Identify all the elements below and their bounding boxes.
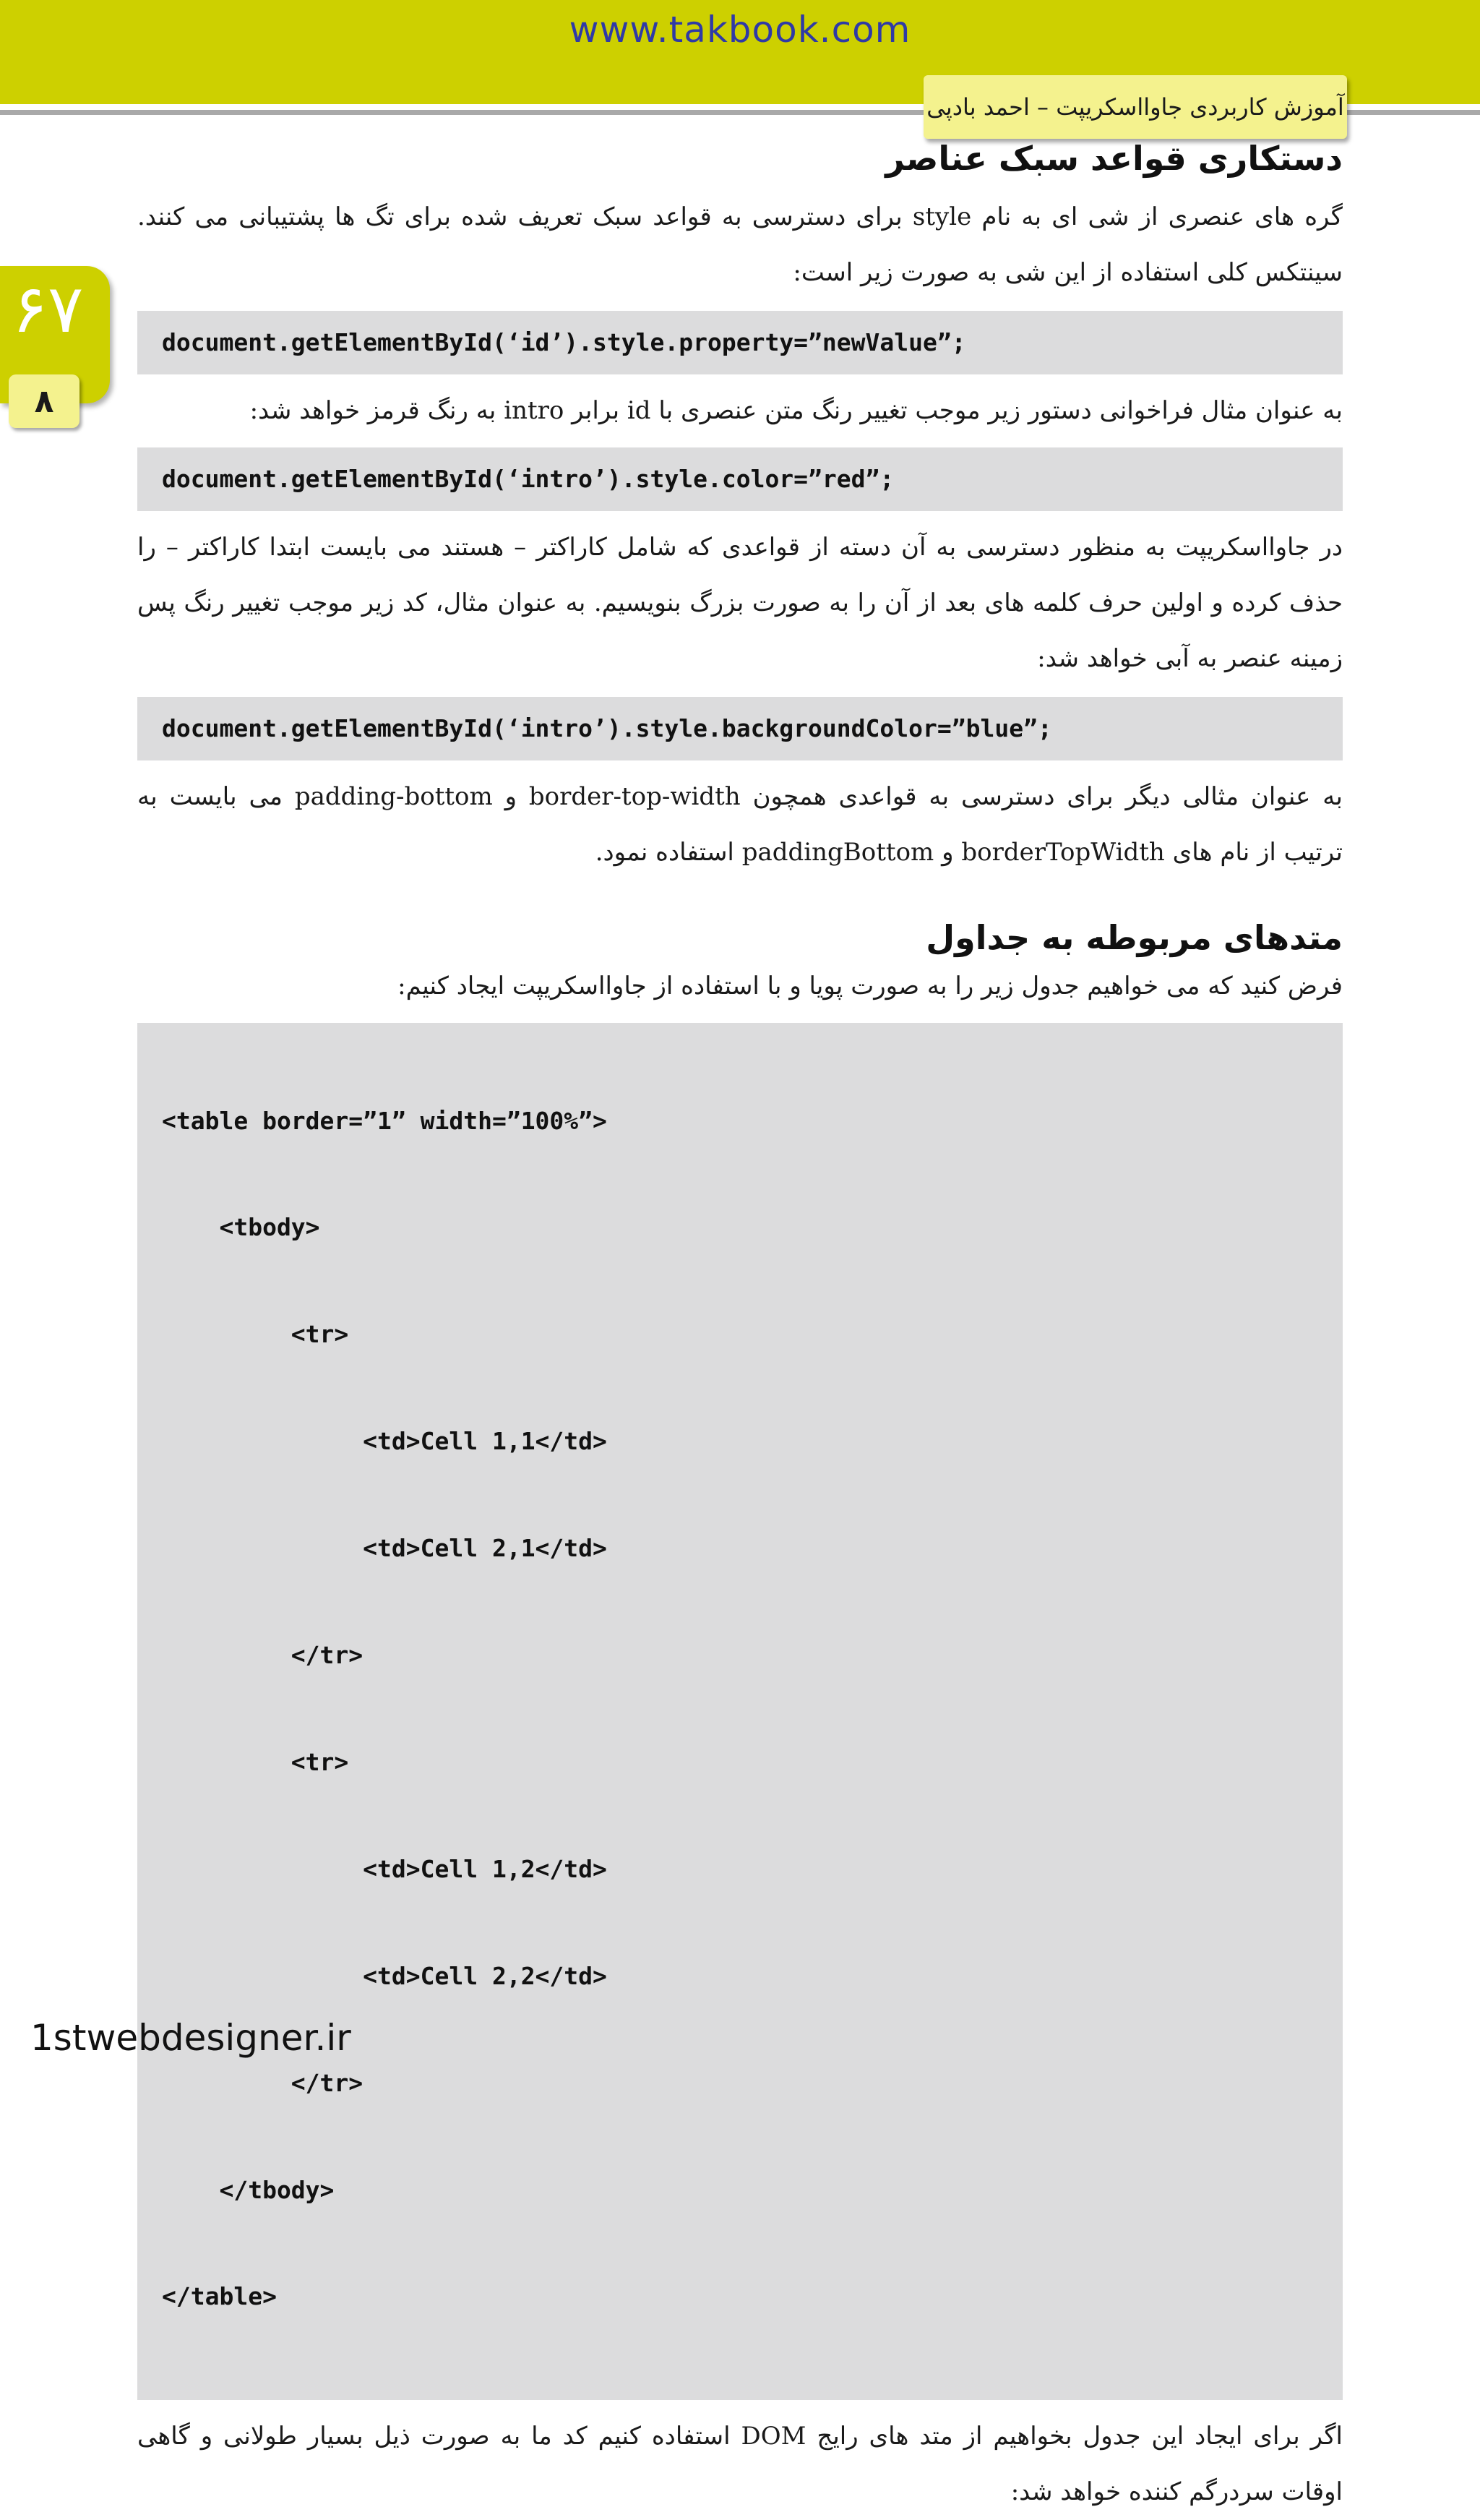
code-line: </tr> — [162, 2068, 363, 2097]
section-heading-style: دستکاری قواعد سبک عناصر — [885, 139, 1343, 178]
chapter-number: ۸ — [9, 374, 79, 428]
site-url[interactable]: www.takbook.com — [569, 9, 911, 51]
code-snippet-background: document.getElementById(‘intro’).style.backgroundColor=”blue”; — [137, 697, 1343, 760]
section-heading-tables: متدهای مربوطه به جداول — [926, 918, 1343, 957]
code-block-table — [137, 1023, 1343, 2400]
style-intro-paragraph: گره های عنصری از شی ای به نام style برای دسترسی به قواعد سبک تعریف شده برای تگ ها پشتیبانی می کنند. سینتکس کلی استفاده از این شی به صورت زیر است: — [137, 202, 1343, 287]
code-snippet-color: document.getElementById(‘intro’).style.color=”red”; — [137, 447, 1343, 511]
color-example-paragraph: به عنوان مثال فراخوانی دستور زیر موجب تغییر رنگ متن عنصری با id برابر intro به رنگ قرمز خواهد شد: — [249, 396, 1343, 425]
code-snippet-generic: document.getElementById(‘id’).style.property=”newValue”; — [137, 311, 1343, 374]
code-line: <td>Cell 1,2</td> — [162, 1854, 607, 1883]
code-line: <tr> — [162, 1747, 349, 1776]
dom-methods-paragraph: اگر برای ایجاد این جدول بخواهیم از متد های رایج DOM استفاده کنیم کد ما به صورت ذیل بسیار طولانی و گاهی اوقات سردرگم کننده خواهد شد: — [137, 2422, 1343, 2507]
code-line: <td>Cell 2,1</td> — [162, 1534, 607, 1563]
book-title-tab: آموزش کاربردی جاوااسکریپت – احمد بادپی — [924, 75, 1347, 139]
code-line: </table> — [162, 2282, 277, 2311]
code-line: <td>Cell 1,1</td> — [162, 1427, 607, 1456]
code-line: <td>Cell 2,2</td> — [162, 1961, 607, 1990]
code-line: <tr> — [162, 1320, 349, 1349]
page-content — [137, 137, 1343, 2520]
code-line: <table border=”1” width=”100%”> — [162, 1106, 607, 1135]
tables-intro-paragraph: فرض کنید که می خواهیم جدول زیر را به صورت پویا و با استفاده از جاوااسکریپت ایجاد کنیم: — [397, 972, 1343, 1000]
page-number: ۶۷ — [12, 270, 84, 348]
code-line: </tr> — [162, 1641, 363, 1670]
code-line: <tbody> — [162, 1213, 320, 1242]
border-padding-paragraph: به عنوان مثالی دیگر برای دسترسی به قواعدی همچون border-top-width و padding-bottom می بایست به ترتیب از نام های borderTopWidth و paddingBottom استفاده نمود. — [137, 782, 1343, 867]
camelcase-paragraph: در جاوااسکریپت به منظور دسترسی به آن دسته از قواعدی که شامل کاراکتر – هستند می بایست ابتدا کاراکتر – را حذف کرده و اولین حرف کلمه های بعد از آن را به صورت بزرگ بنویسیم. به عنوان مثال، کد زیر موجب تغییر رنگ پس زمینه عنصر به آبی خواهد شد: — [137, 533, 1343, 673]
watermark-text: 1stwebdesigner.ir — [30, 2017, 351, 2059]
code-line: </tbody> — [162, 2175, 335, 2204]
